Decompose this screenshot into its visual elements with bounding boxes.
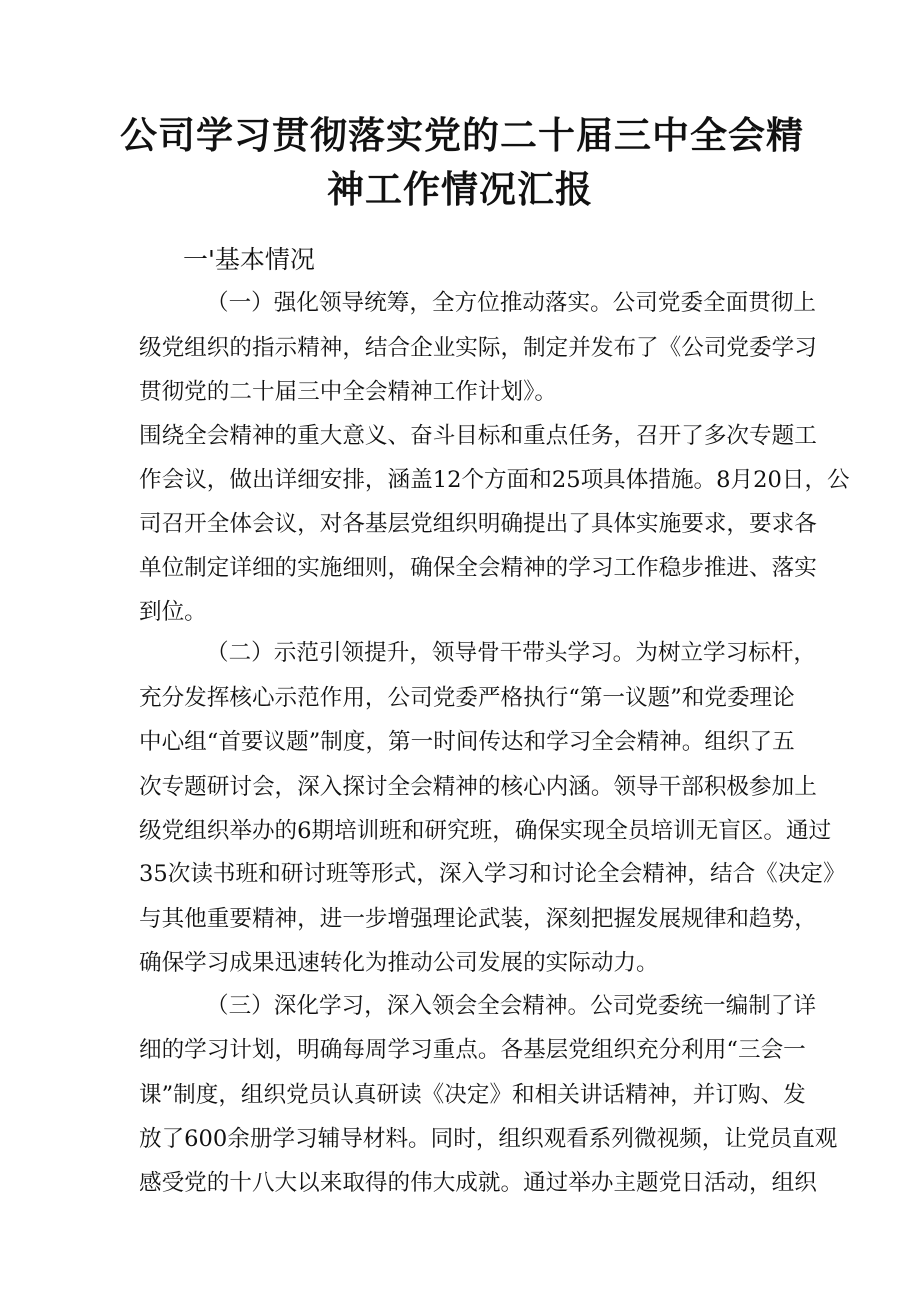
paragraph-2-line-2: 充分发挥核心示范作用，公司党委严格执行“第一议题”和党委理论 xyxy=(139,685,795,711)
paragraph-1-line-3: 贯彻党的二十届三中全会精神工作计划》。 xyxy=(139,379,557,405)
paragraph-2-line-1: （二）示范引领提升，领导骨干带头学习。为树立学习标杆， xyxy=(206,640,817,666)
paragraph-2-line-4: 次专题研讨会，深入探讨全会精神的核心内涵。领导干部积极参加上 xyxy=(139,774,817,800)
paragraph-1-line-1: （一）强化领导统筹，全方位推动落实。公司党委全面贯彻上 xyxy=(206,290,817,316)
paragraph-1-line-2: 级党组织的指示精神，结合企业实际，制定并发布了《公司党委学习 xyxy=(139,335,817,361)
paragraph-1-line-7: 单位制定详细的实施细则，确保全会精神的学习工作稳步推进、落实 xyxy=(139,555,817,581)
paragraph-3-line-2: 细的学习计划，明确每周学习重点。各基层党组织充分利用“三会一 xyxy=(139,1037,806,1063)
paragraph-2-line-3: 中心组“首要议题”制度，第一时间传达和学习全会精神。组织了五 xyxy=(139,729,795,755)
paragraph-1-line-5: 作会议，做出详细安排，涵盖12个方面和25项具体措施。8月20日，公 xyxy=(139,467,850,493)
section-heading-basic-situation: 一'基本情况 xyxy=(183,245,315,274)
paragraph-3-line-3: 课”制度，组织党员认真研读《决定》和相关讲话精神，并订购、发 xyxy=(139,1082,806,1108)
document-title-line-1: 公司学习贯彻落实党的二十届三中全会精 xyxy=(120,114,804,157)
document-title-line-2: 神工作情况汇报 xyxy=(327,168,593,211)
paragraph-3-line-4: 放了600余册学习辅导材料。同时，组织观看系列微视频，让党员直观 xyxy=(139,1126,838,1152)
paragraph-1-line-8: 到位。 xyxy=(139,599,207,625)
paragraph-2-line-8: 确保学习成果迅速转化为推动公司发展的实际动力。 xyxy=(139,950,659,976)
paragraph-3-line-5: 感受党的十八大以来取得的伟大成就。通过举办主题党日活动，组织 xyxy=(139,1170,817,1196)
paragraph-1-line-4: 围绕全会精神的重大意义、奋斗目标和重点任务，召开了多次专题工 xyxy=(139,423,817,449)
paragraph-2-line-5: 级党组织举办的6期培训班和研究班，确保实现全员培训无盲区。通过 xyxy=(139,818,832,844)
paragraph-2-line-7: 与其他重要精神，进一步增强理论武装，深刻把握发展规律和趋势， xyxy=(139,906,817,932)
paragraph-3-line-1: （三）深化学习，深入领会全会精神。公司党委统一编制了详 xyxy=(206,993,817,1019)
paragraph-2-line-6: 35次读书班和研讨班等形式，深入学习和讨论全会精神，结合《决定》 xyxy=(139,861,846,887)
paragraph-1-line-6: 司召开全体会议，对各基层党组织明确提出了具体实施要求，要求各 xyxy=(139,511,817,537)
